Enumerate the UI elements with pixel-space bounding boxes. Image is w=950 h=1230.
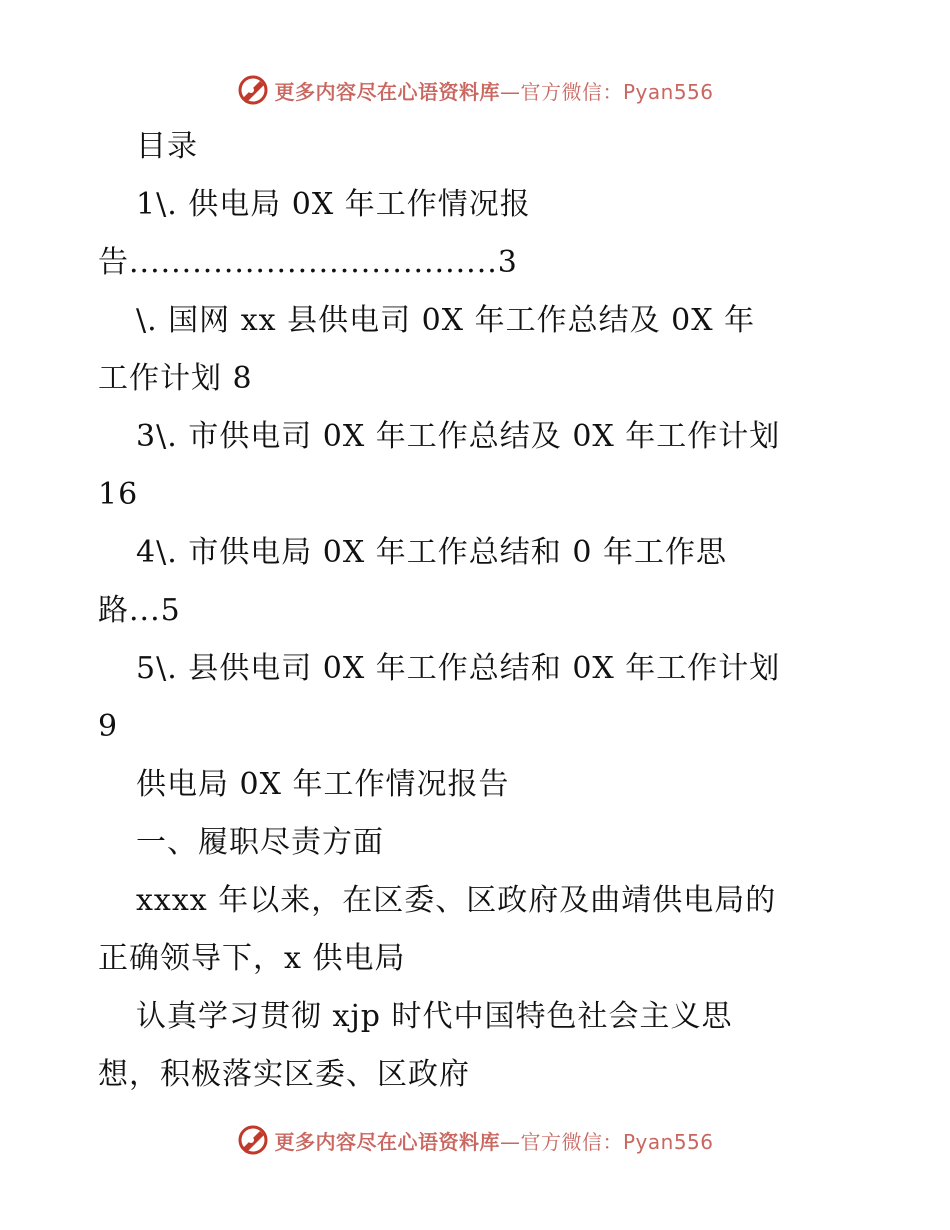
- toc-entry-3: 3\. 市供电司 0X 年工作总结及 0X 年工作计划: [136, 419, 781, 454]
- toc-entry-2: \. 国网 xx 县供电司 0X 年工作总结及 0X 年: [136, 303, 756, 338]
- watermark-banner-top: [0, 68, 950, 112]
- toc-entry-3-continued: 16: [98, 477, 139, 512]
- watermark-wechat-label: 官方微信：: [520, 79, 623, 104]
- toc-entry-5-continued: 9: [98, 709, 119, 744]
- paragraph-line: 认真学习贯彻 xjp 时代中国特色社会主义思: [136, 999, 733, 1034]
- watermark-wechat-id: Pyan556: [622, 79, 714, 104]
- watermark-wechat-label: 官方微信：: [520, 1129, 623, 1154]
- toc-entry-1: 1\. 供电局 0X 年工作情况报: [136, 187, 531, 222]
- pen-logo-icon: [236, 1123, 270, 1157]
- watermark-brand: 更多内容尽在心语资料库: [274, 79, 500, 104]
- watermark-wechat-id: Pyan556: [622, 1129, 714, 1154]
- watermark-brand: 更多内容尽在心语资料库: [274, 1129, 500, 1154]
- watermark-text: [274, 76, 713, 105]
- document-body: [98, 118, 858, 1104]
- toc-entry-5: 5\. 县供电司 0X 年工作总结和 0X 年工作计划: [136, 651, 781, 686]
- pen-logo-icon: [236, 73, 270, 107]
- paragraph-line: xxxx 年以来，在区委、区政府及曲靖供电局的: [136, 883, 777, 918]
- paragraph-line: 正确领导下，x 供电局: [98, 941, 406, 976]
- watermark-dash: —: [499, 1129, 521, 1154]
- toc-entry-2-continued: 工作计划 8: [98, 361, 253, 396]
- toc-title: 目录: [136, 129, 198, 164]
- paragraph-line: 想，积极落实区委、区政府: [98, 1057, 470, 1092]
- toc-entry-4: 4\. 市供电局 0X 年工作总结和 0 年工作思: [136, 535, 727, 570]
- watermark-banner-bottom: [0, 1118, 950, 1162]
- watermark-dash: —: [499, 79, 521, 104]
- watermark-text: [274, 1126, 713, 1155]
- section-heading: 一、履职尽责方面: [136, 825, 384, 860]
- section-title: 供电局 0X 年工作情况报告: [136, 767, 510, 802]
- toc-entry-1-continued: 告...................................3: [98, 245, 518, 280]
- toc-entry-4-continued: 路...5: [98, 593, 181, 628]
